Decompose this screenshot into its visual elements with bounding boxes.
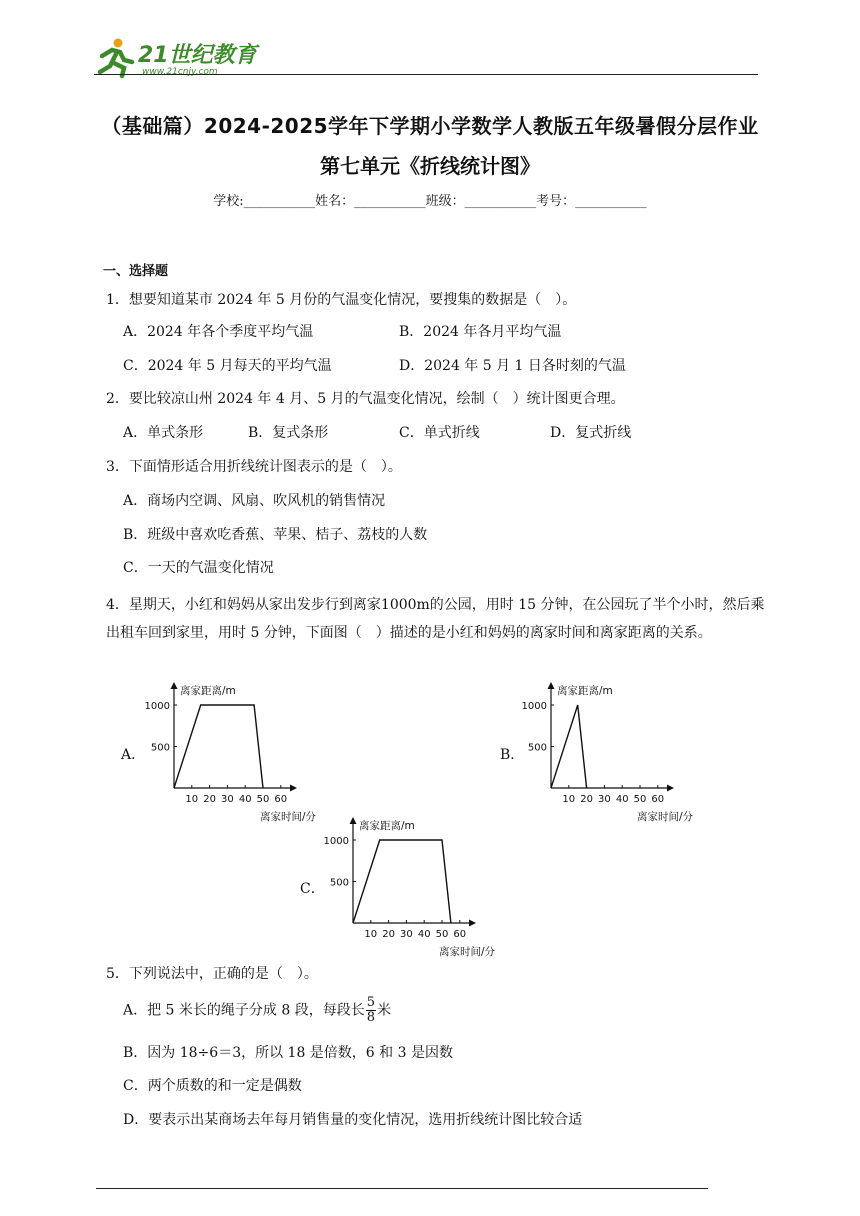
chart-option-a <box>140 680 340 825</box>
x-axis-label: 离家时间/分 <box>636 811 694 823</box>
y-axis-arrow <box>548 682 555 689</box>
question-5-stem: 5．下列说法中，正确的是（ ）。 <box>106 966 318 982</box>
question-5-option-a-text: A．把 5 米长的绳子分成 8 段，每段长 <box>123 1002 365 1019</box>
x-axis-label: 离家时间/分 <box>438 946 496 958</box>
x-tick-label: 50 <box>256 794 270 805</box>
question-3-option-a[interactable]: A．商场内空调、风扇、吹风机的销售情况 <box>123 493 386 509</box>
question-1-option-a[interactable]: A．2024 年各个季度平均气温 <box>123 324 314 340</box>
question-1-option-d[interactable]: D．2024 年 5 月 1 日各时刻的气温 <box>399 358 626 374</box>
question-3-option-c[interactable]: C．一天的气温变化情况 <box>123 560 274 576</box>
x-tick-label: 60 <box>651 794 665 805</box>
question-1-option-c[interactable]: C．2024 年 5 月每天的平均气温 <box>123 358 332 374</box>
chart-option-b <box>517 680 717 825</box>
x-tick-label: 10 <box>562 794 576 805</box>
y-tick-label: 500 <box>527 742 547 754</box>
question-5-option-b[interactable]: B．因为 18÷6＝3，所以 18 是倍数，6 和 3 是因数 <box>123 1045 453 1061</box>
x-axis-arrow <box>290 785 297 792</box>
y-axis-label: 离家距离/m <box>359 820 415 832</box>
fraction-numerator: 5 <box>366 995 376 1010</box>
question-5-option-c[interactable]: C．两个质数的和一定是偶数 <box>123 1078 302 1094</box>
question-5-option-d[interactable]: D．要表示出某商场去年每月销售量的变化情况，选用折线统计图比较合适 <box>123 1112 583 1128</box>
question-2-option-b[interactable]: B．复式条形 <box>248 425 329 441</box>
logo-text: 21世纪教育 <box>138 43 257 68</box>
question-2-stem: 2．要比较凉山州 2024 年 4 月、5 月的气温变化情况，绘制（ ）统计图更合理。 <box>106 391 625 407</box>
question-5-option-a-unit: 米 <box>377 1002 392 1019</box>
series-line <box>174 705 263 788</box>
x-tick-label: 60 <box>274 794 288 805</box>
page-subtitle: 第七单元《折线统计图》 <box>320 154 540 178</box>
y-axis-arrow <box>350 817 357 824</box>
question-3-option-b[interactable]: B．班级中喜欢吃香蕉、苹果、桔子、荔枝的人数 <box>123 527 428 543</box>
x-tick-label: 40 <box>417 929 431 940</box>
question-4-option-b-label[interactable]: B． <box>500 747 525 763</box>
question-4-option-a-label[interactable]: A． <box>121 747 146 763</box>
question-2-option-d[interactable]: D．复式折线 <box>550 425 632 441</box>
question-5-option-a[interactable] <box>123 996 391 1025</box>
x-axis-label: 离家时间/分 <box>259 811 317 823</box>
y-tick-label: 500 <box>150 742 170 754</box>
x-tick-label: 40 <box>238 794 252 805</box>
header-divider <box>94 74 758 75</box>
y-tick-label: 1000 <box>144 701 170 712</box>
y-axis-label: 离家距离/m <box>180 685 236 697</box>
x-tick-label: 50 <box>633 794 647 805</box>
student-info-line: 学校:___________姓名：___________班级：___________考号：___________ <box>213 194 647 209</box>
x-axis-arrow <box>469 920 476 927</box>
x-tick-label: 40 <box>615 794 629 805</box>
x-tick-label: 60 <box>453 929 467 940</box>
y-axis-label: 离家距离/m <box>557 685 613 697</box>
x-tick-label: 30 <box>400 929 413 940</box>
question-4-stem: 4．星期天，小红和妈妈从家出发步行到离家1000m的公园，用时 15 分钟，在公园玩了半个小时，然后乘出租车回到家里，用时 5 分钟，下面图（ ）描述的是小红和妈妈的离家时间和离家距离的关系。 <box>106 597 765 641</box>
footer-divider <box>96 1188 708 1189</box>
question-2-option-a[interactable]: A．单式条形 <box>123 425 204 441</box>
question-1-option-b[interactable]: B．2024 年各月平均气温 <box>399 324 562 340</box>
x-tick-label: 20 <box>382 929 395 940</box>
question-4-option-c-label[interactable]: C． <box>300 881 325 897</box>
y-tick-label: 1000 <box>323 836 349 847</box>
series-line <box>353 840 451 923</box>
x-tick-label: 30 <box>598 794 611 805</box>
section-heading: 一、选择题 <box>103 264 169 279</box>
x-tick-label: 20 <box>203 794 216 805</box>
y-tick-label: 1000 <box>521 701 547 712</box>
x-tick-label: 10 <box>185 794 199 805</box>
fraction-denominator: 8 <box>366 1010 376 1025</box>
x-axis-arrow <box>667 785 674 792</box>
question-1-stem: 1．想要知道某市 2024 年 5 月份的气温变化情况，要搜集的数据是（ ）。 <box>106 292 577 308</box>
y-tick-label: 500 <box>329 877 349 889</box>
question-2-option-c[interactable]: C．单式折线 <box>399 425 480 441</box>
logo-url: www.21cnjy.com <box>142 67 218 77</box>
question-3-stem: 3．下面情形适合用折线统计图表示的是（ ）。 <box>106 459 402 475</box>
x-tick-label: 50 <box>435 929 449 940</box>
y-axis-arrow <box>171 682 178 689</box>
series-line <box>551 705 587 788</box>
page-title: （基础篇）2024-2025学年下学期小学数学人教版五年级暑假分层作业 <box>101 114 759 138</box>
x-tick-label: 20 <box>580 794 593 805</box>
x-tick-label: 30 <box>221 794 234 805</box>
fraction <box>366 996 376 1025</box>
chart-option-c <box>319 815 519 960</box>
x-tick-label: 10 <box>364 929 378 940</box>
